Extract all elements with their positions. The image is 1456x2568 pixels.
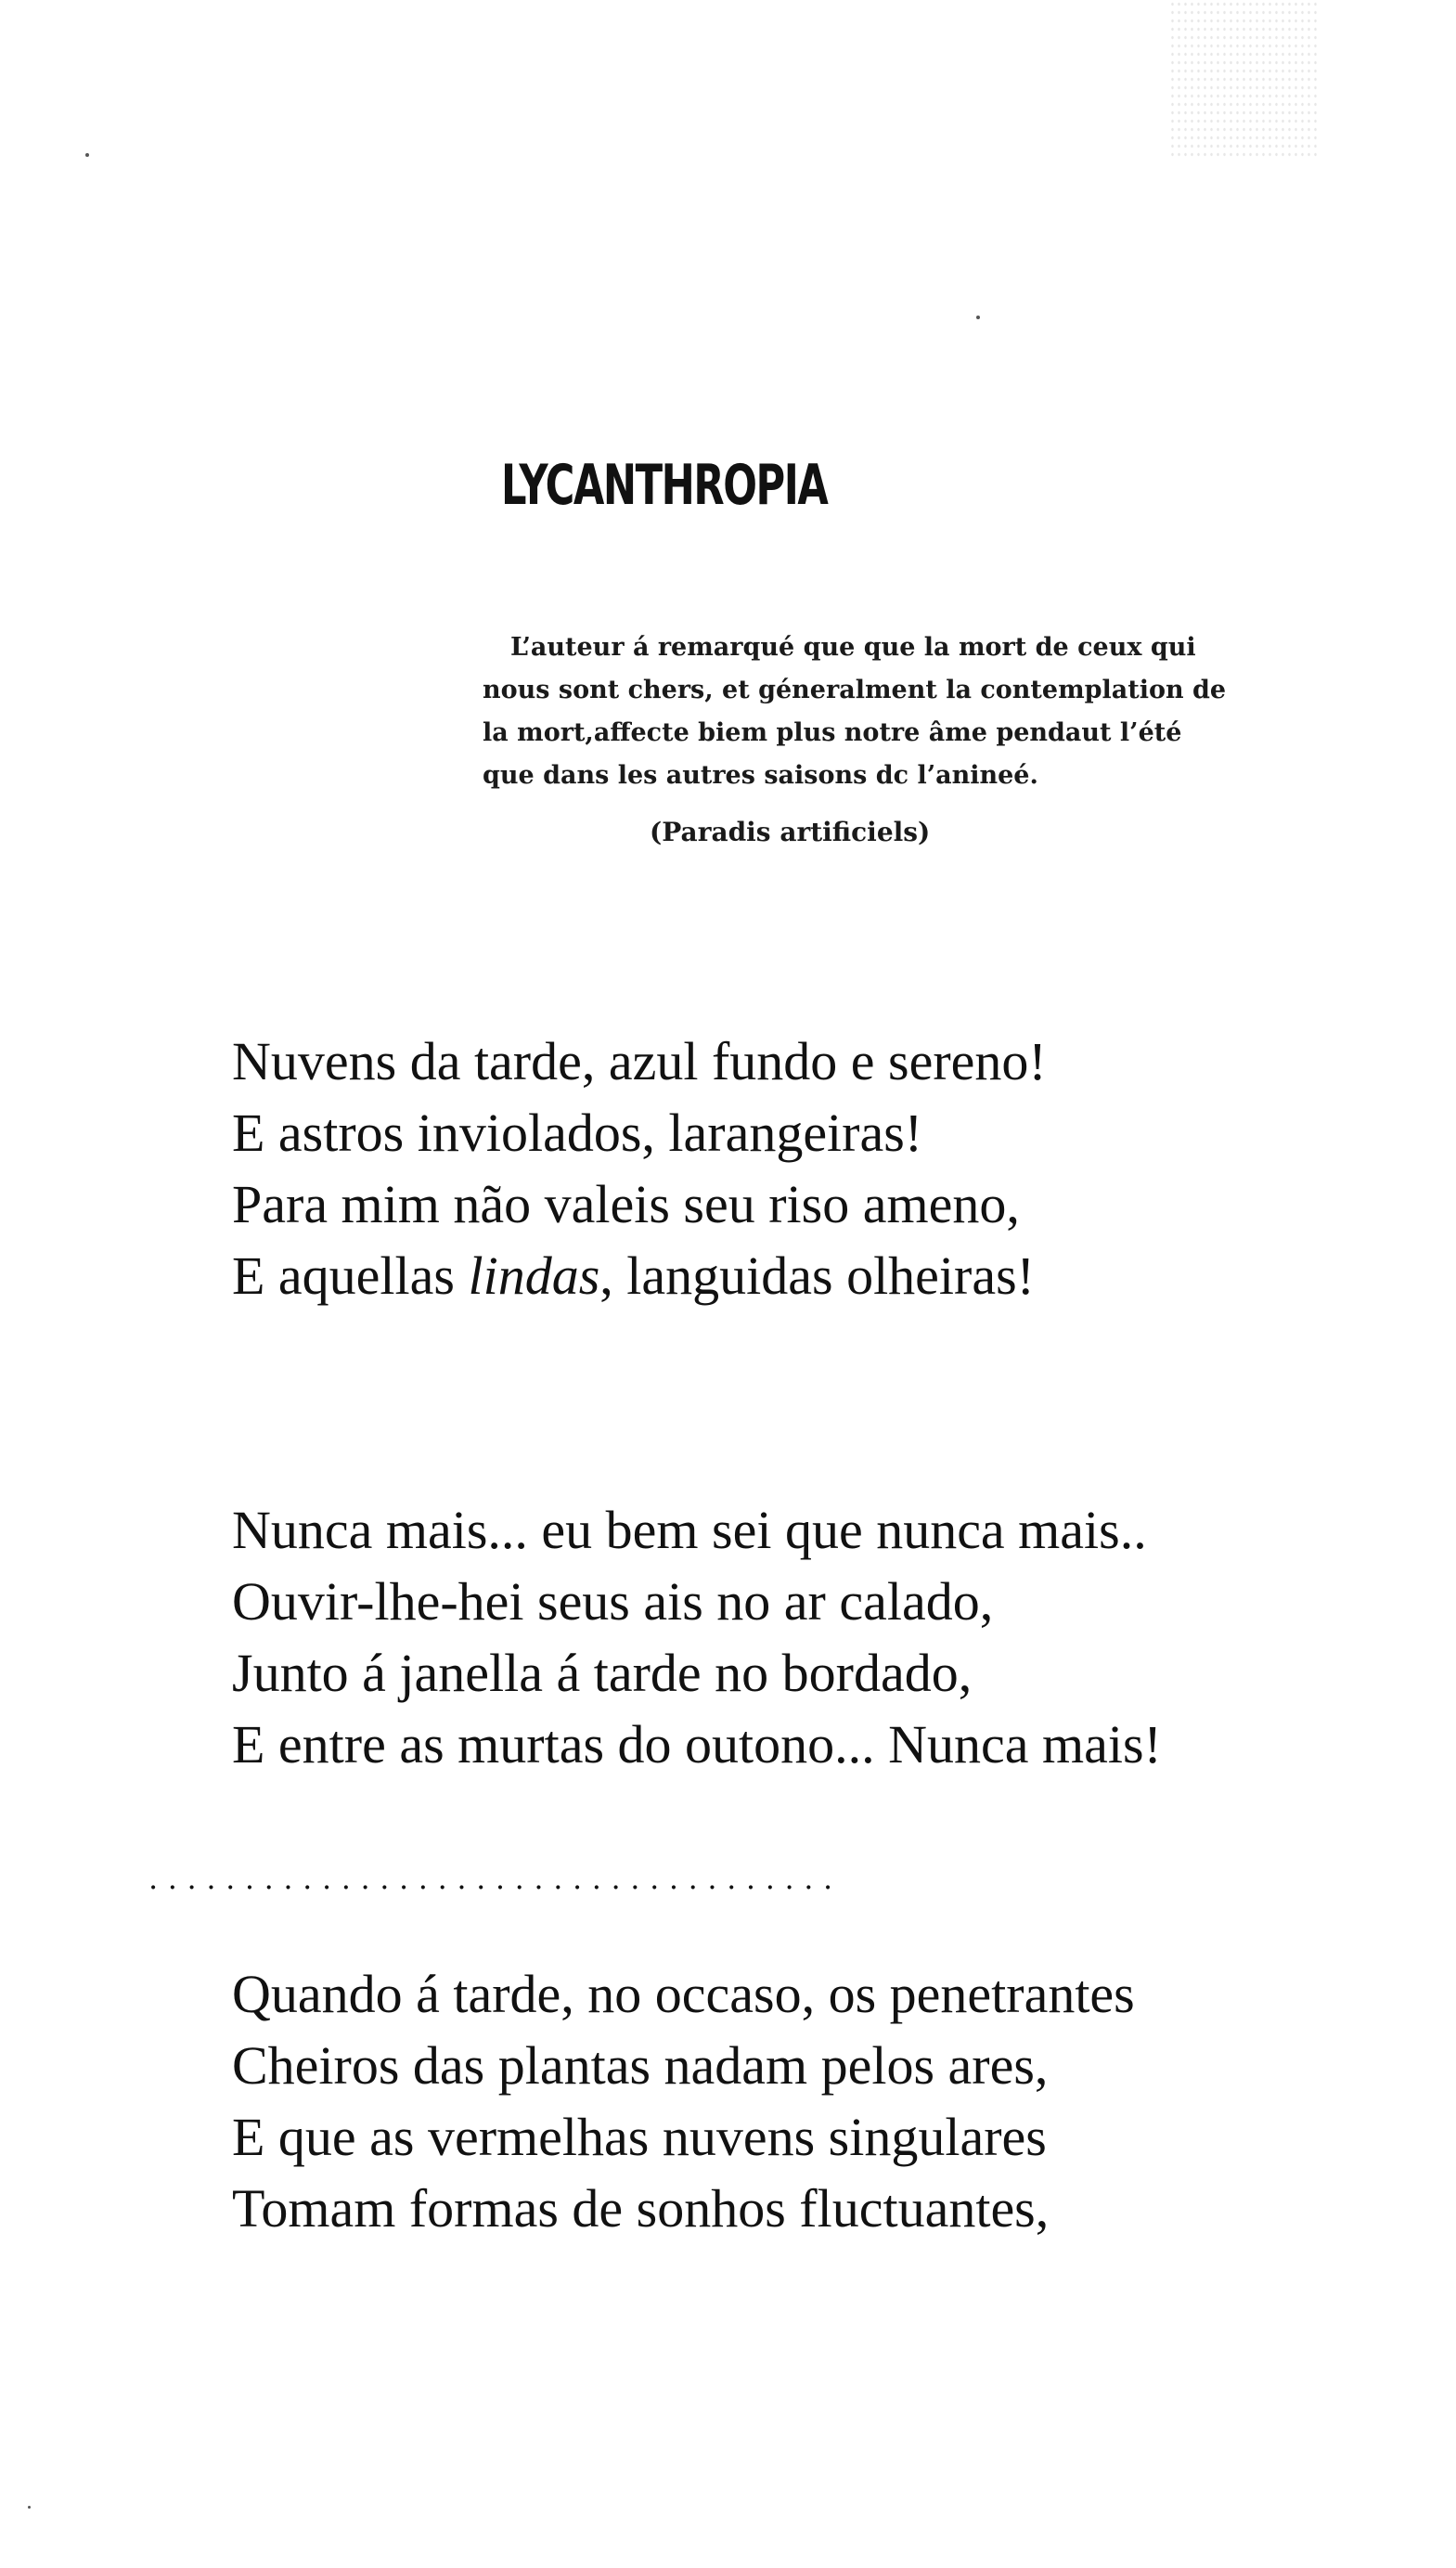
verse-line: Quando á tarde, no occaso, os penetrantes <box>232 1964 1135 2024</box>
epigraph-line: que dans les autres saisons dc l’anineé. <box>483 761 1038 790</box>
epigraph-line: nous sont chers, et géneralment la contemplation de <box>483 676 1227 704</box>
scan-speck <box>28 2506 31 2509</box>
dotted-separator: .................................... <box>148 1861 843 1896</box>
epigraph-line: la mort,affecte biem plus notre âme pendaut l’été <box>483 718 1182 747</box>
stanza-1 <box>232 1026 1346 1311</box>
italic-word: lindas <box>468 1245 600 1306</box>
scan-speck <box>976 316 980 319</box>
epigraph <box>483 626 1281 797</box>
epigraph-source: (Paradis artificiels) <box>650 817 931 847</box>
verse-line: Tomam formas de sonhos fluctuantes, <box>232 2178 1050 2239</box>
verse-line-with-italic <box>232 1240 1346 1311</box>
poem-title: LYCANTHROPIA <box>501 453 828 518</box>
verse-text: E aquellas <box>232 1245 469 1306</box>
scan-noise <box>1169 0 1318 158</box>
verse-line: E entre as murtas do outono... Nunca mais! <box>232 1714 1162 1774</box>
verse-text: , languidas olheiras! <box>599 1245 1035 1306</box>
epigraph-line: L’auteur á remarqué que que la mort de ceux qui <box>510 633 1196 662</box>
verse-line: Ouvir-lhe-hei seus ais no ar calado, <box>232 1571 994 1632</box>
verse-line: Para mim não valeis seu riso ameno, <box>232 1174 1020 1234</box>
verse-line: Nuvens da tarde, azul fundo e sereno! <box>232 1031 1047 1091</box>
verse-line: Cheiros das plantas nadam pelos ares, <box>232 2035 1049 2096</box>
scan-speck <box>85 153 89 157</box>
verse-line: E astros inviolados, larangeiras! <box>232 1103 923 1163</box>
verse-line: Nunca mais... eu bem sei que nunca mais.. <box>232 1500 1147 1560</box>
verse-line: E que as vermelhas nuvens singulares <box>232 2107 1047 2167</box>
stanza-2 <box>232 1494 1346 1780</box>
verse-line: Junto á janella á tarde no bordado, <box>232 1643 973 1703</box>
stanza-3 <box>232 1958 1346 2244</box>
